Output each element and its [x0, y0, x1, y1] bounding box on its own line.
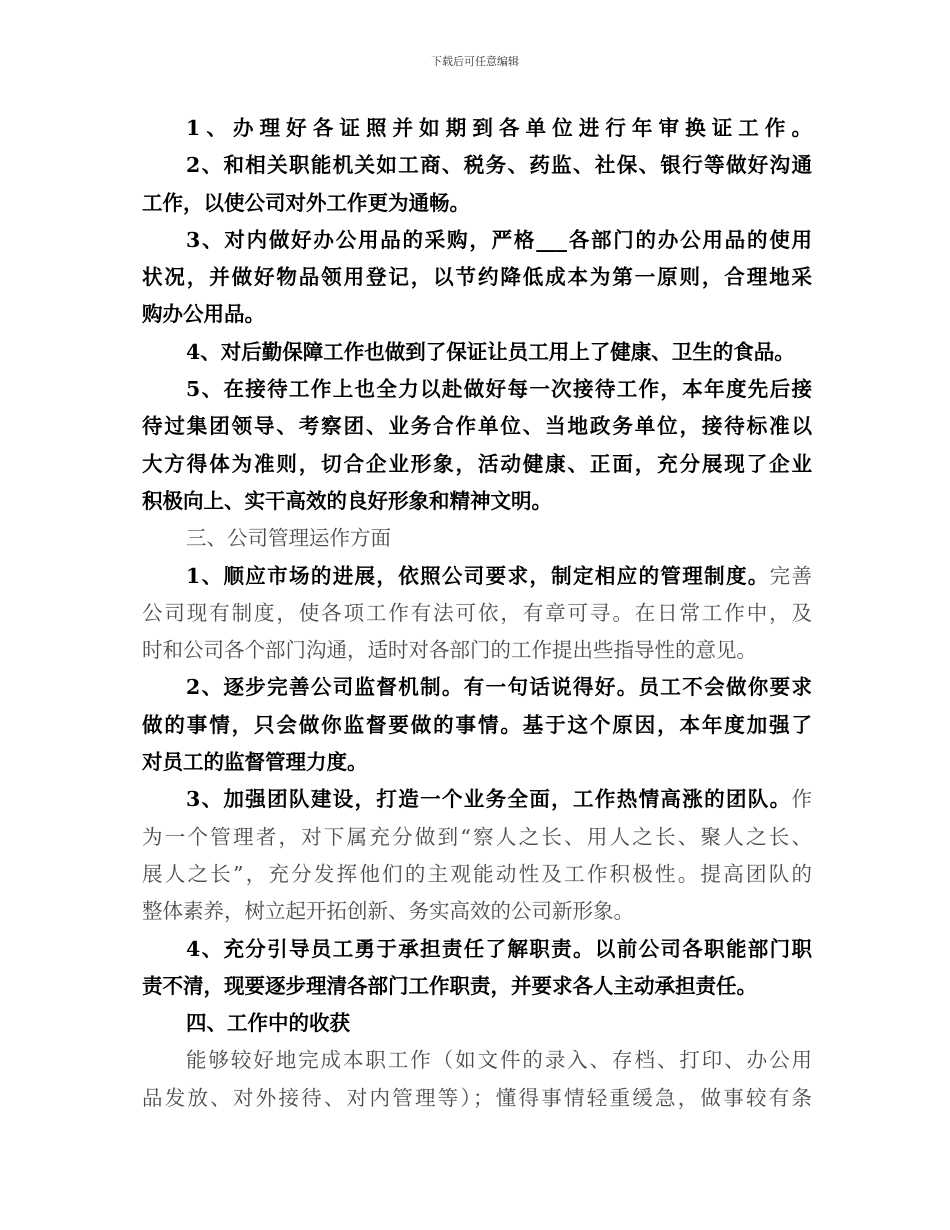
text-line — [142, 185, 812, 222]
text-segment: 工作，以使公司对外工作更为通畅。 — [142, 190, 470, 215]
text-segment: 状况，并做好物品领用登记，以节约降低成本为第一原则，合理地采 — [142, 265, 812, 290]
text-line — [142, 632, 812, 669]
text-line — [142, 222, 812, 259]
text-segment: 4、充分引导员工勇于承担责任了解职责。以前公司各职能部门职 — [186, 936, 812, 961]
text-segment: 时和公司各个部门沟通，适时对各部门的工作提出些指导性的意见。 — [142, 638, 757, 663]
text-segment: 2、逐步完善公司监督机制。有一句话说得好。员工不会做你要求 — [186, 675, 812, 700]
text-segment: 责不清，现要逐步理清各部门工作职责，并要求各人主动承担责任。 — [142, 973, 757, 998]
text-segment: 积极向上、实干高效的良好形象和精神文明。 — [142, 488, 552, 513]
text-segment: 4、对后勤保障工作也做到了保证让员工用上了健康、卫生的食品。 — [186, 339, 795, 364]
text-line — [142, 371, 812, 408]
text-segment: 作 — [791, 787, 812, 812]
text-line — [142, 296, 812, 333]
text-line — [142, 1005, 812, 1042]
text-line — [142, 595, 812, 632]
text-segment: 1、顺应市场的进展，依照公司要求，制定相应的管理制度。 — [186, 563, 770, 588]
text-line — [142, 968, 812, 1005]
text-line — [142, 446, 812, 483]
text-line — [142, 147, 812, 184]
text-segment: 四、工作中的收获 — [186, 1011, 350, 1036]
text-segment: 整体素养，树立起开拓创新、务实高效的公司新形象。 — [142, 899, 634, 924]
text-line — [142, 259, 812, 296]
text-line — [142, 110, 812, 147]
text-segment: 公司现有制度，使各项工作有法可依，有章可寻。在日常工作中，及 — [142, 600, 812, 625]
text-segment: 5、在接待工作上也全力以赴做好每一次接待工作，本年度先后接 — [186, 377, 812, 402]
text-segment: 为一个管理者，对下属充分做到“察人之长、用人之长、聚人之长、 — [142, 824, 812, 849]
text-line — [142, 558, 812, 595]
text-segment: 3、加强团队建设，打造一个业务全面，工作热情高涨的团队。 — [186, 787, 792, 812]
text-line — [142, 707, 812, 744]
text-line — [142, 931, 812, 968]
text-line — [142, 856, 812, 893]
text-segment: 品发放、对外接待、对内管理等）；懂得事情轻重缓急，做事较有条 — [142, 1085, 812, 1110]
text-segment: 完善 — [769, 563, 813, 588]
text-line — [142, 1080, 812, 1117]
text-line — [142, 1042, 812, 1079]
text-line — [142, 819, 812, 856]
text-line — [142, 781, 812, 818]
text-segment: 待过集团领导、考察团、业务合作单位、当地政务单位，接待标准以 — [142, 414, 812, 439]
page-header: 下载后可任意编辑 — [431, 55, 519, 68]
text-line — [142, 334, 812, 371]
text-segment: 展人之长”，充分发挥他们的主观能动性及工作积极性。提高团队的 — [142, 861, 812, 886]
text-line — [142, 520, 812, 557]
text-line — [142, 669, 812, 706]
text-line — [142, 744, 812, 781]
document-body — [142, 110, 812, 1117]
text-segment: 2、和相关职能机关如工商、税务、药监、社保、银行等做好沟通 — [186, 153, 812, 178]
text-segment: 大方得体为准则，切合企业形象，活动健康、正面，充分展现了企业 — [142, 451, 812, 476]
text-segment: 对员工的监督管理力度。 — [142, 750, 368, 775]
text-segment: 3、对内做好办公用品的采购，严格___各部门的办公用品的使用 — [186, 227, 812, 252]
text-segment: 做的事情，只会做你监督要做的事情。基于这个原因，本年度加强了 — [142, 712, 812, 737]
text-segment: 能够较好地完成本职工作（如文件的录入、存档、打印、办公用 — [186, 1048, 812, 1073]
text-line — [142, 893, 812, 930]
text-line — [142, 408, 812, 445]
text-segment: 三、公司管理运作方面 — [186, 526, 391, 551]
text-segment: 1、办理好各证照并如期到各单位进行年审换证工作。 — [186, 116, 812, 140]
text-segment: 购办公用品。 — [142, 302, 265, 327]
text-line — [142, 483, 812, 520]
